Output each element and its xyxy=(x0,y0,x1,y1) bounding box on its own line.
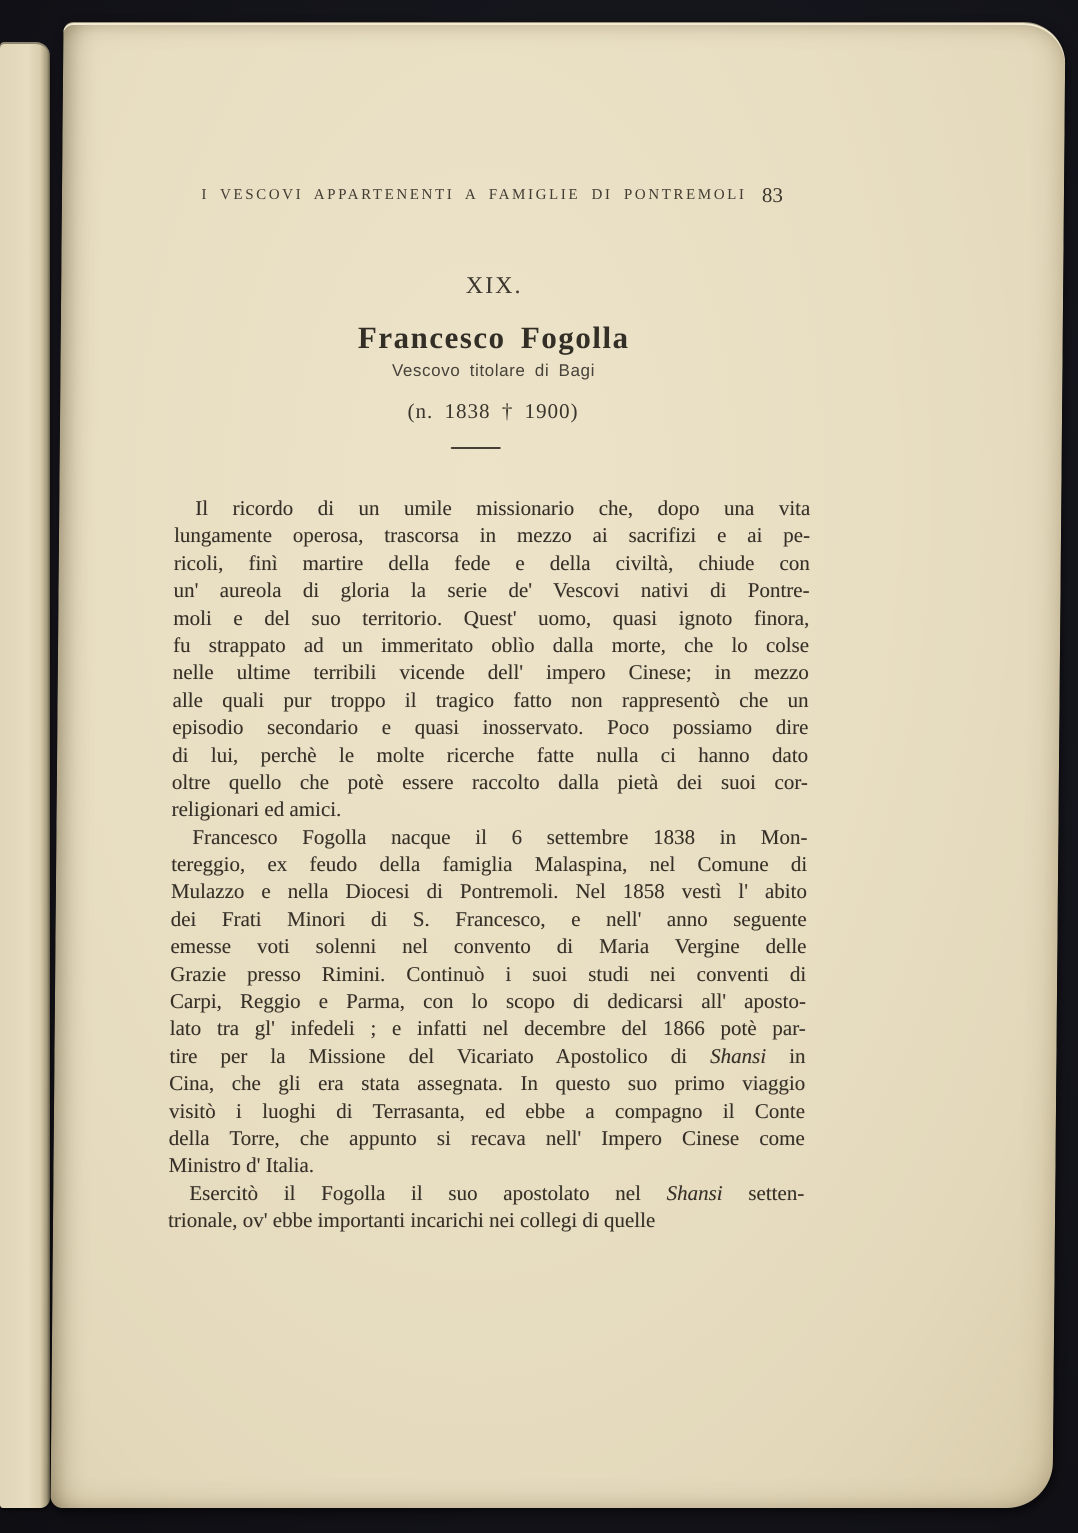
text-line: Francesco Fogolla nacque il 6 settembre 1838 in Mon- xyxy=(192,824,808,849)
chapter-subtitle: Vescovo titolare di Bagi xyxy=(391,361,596,380)
text-line: Ministro d' Italia. xyxy=(168,1153,315,1178)
text-line: ricoli, finì martire della fede e della civiltà, chiude con xyxy=(173,550,810,575)
text-line: alle quali pur troppo il tragico fatto non rappresentò che un xyxy=(172,687,809,712)
paragraph xyxy=(168,824,807,1180)
text-line: Cina, che gli era stata assegnata. In questo suo primo viaggio xyxy=(169,1071,806,1096)
text-line: dei Frati Minori di S. Francesco, e nell' anno seguente xyxy=(170,906,807,931)
text-line: Il ricordo di un umile missionario che, dopo una vita xyxy=(195,496,811,520)
paragraph xyxy=(171,495,810,824)
body-text xyxy=(168,495,810,1235)
text-line: lungamente operosa, trascorsa in mezzo ai sacrifizi e ai pe- xyxy=(173,523,811,548)
text-line: Grazie presso Rimini. Continuò i suoi studi nei conventi di xyxy=(170,961,807,986)
text-line: trionale, ov' ebbe importanti incarichi nei collegi di quelle xyxy=(167,1208,656,1233)
text-line: emesse voti solenni nel convento di Maria Vergine delle xyxy=(170,934,807,959)
text-line: un' aureola di gloria la serie de' Vescovi nativi di Pontre- xyxy=(173,578,810,603)
text-line: Carpi, Reggio e Parma, con lo scopo di dedicarsi all' aposto- xyxy=(169,989,807,1014)
page-content xyxy=(166,23,815,1508)
text-line: Esercitò il Fogolla il suo apostolato nel Shansi setten- xyxy=(189,1180,805,1205)
text-line: della Torre, che appunto si recava nell' Impero Cinese come xyxy=(168,1125,805,1150)
text-line: oltre quello che potè essere raccolto dalla pietà dei suoi cor- xyxy=(171,769,808,794)
text-line: nelle ultime terribili vicende dell' impero Cinese; in mezzo xyxy=(172,660,809,685)
text-line: tereggio, ex feudo della famiglia Malaspina, nel Comune di xyxy=(171,852,808,877)
paragraph xyxy=(168,1180,804,1235)
facing-page-edge xyxy=(0,44,50,1508)
section-number: XIX. xyxy=(465,273,523,299)
text-line: visitò i luoghi di Terrasanta, ed ebbe a compagno il Conte xyxy=(168,1098,806,1123)
chapter-title: Francesco Fogolla xyxy=(357,320,630,355)
text-line: di lui, perchè le molte ricerche fatte nulla ci hanno dato xyxy=(171,742,809,767)
running-header xyxy=(177,185,813,207)
title-divider-rule xyxy=(451,447,501,449)
running-title: I VESCOVI APPARTENENTI A FAMIGLIE DI PONTREMOLI xyxy=(201,187,747,203)
text-line: religionari ed amici. xyxy=(171,797,342,822)
birth-death-dates: (n. 1838 † 1900) xyxy=(407,399,579,423)
page-number: 83 xyxy=(761,183,784,207)
text-line: lato tra gl' infedeli ; e infatti nel decembre del 1866 potè par- xyxy=(169,1016,806,1041)
text-line: fu strappato ad un immeritato oblìo dalla morte, che lo colse xyxy=(172,632,810,657)
text-line: moli e del suo territorio. Quest' uomo, quasi ignoto finora, xyxy=(173,605,810,630)
text-line: episodio secondario e quasi inosservato. Poco possiamo dire xyxy=(172,715,809,740)
text-line: tire per la Missione del Vicariato Apostolico di Shansi in xyxy=(169,1043,806,1068)
text-line: Mulazzo e nella Diocesi di Pontremoli. Nel 1858 vestì l' abito xyxy=(170,879,808,904)
book-page xyxy=(51,22,1066,1508)
